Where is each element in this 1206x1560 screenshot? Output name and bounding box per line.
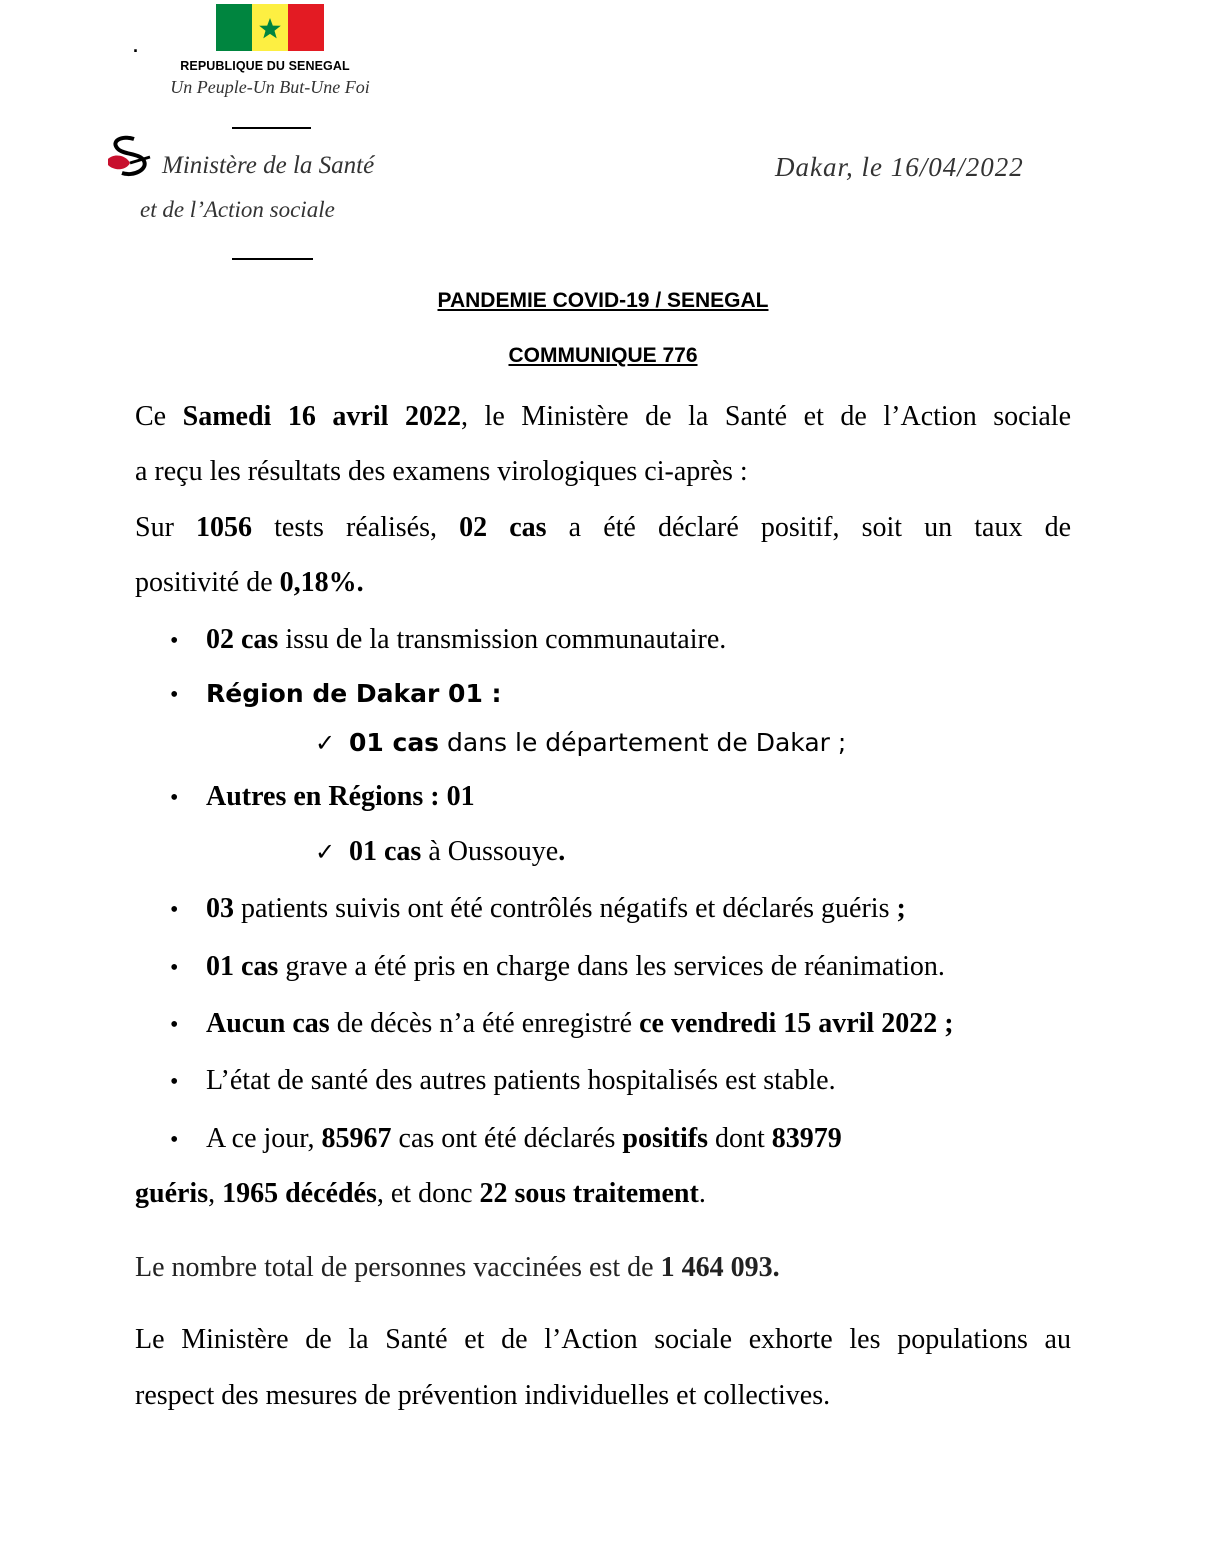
bullet-icon: • xyxy=(170,628,179,654)
ministry-name-line1: Ministère de la Santé xyxy=(162,152,375,179)
communique-number: COMMUNIQUE 776 xyxy=(508,344,698,367)
list-item: • 02 cas issu de la transmission communautaire. xyxy=(170,620,726,661)
list-subitem: ✓ 01 cas dans le département de Dakar ; xyxy=(315,723,846,764)
list-item: • Autres en Régions : 01 xyxy=(170,777,475,818)
bullet-icon: • xyxy=(170,1069,179,1095)
checkmark-icon: ✓ xyxy=(315,840,336,866)
bullet-icon: • xyxy=(170,1012,179,1038)
header-divider xyxy=(232,258,313,260)
bullet-icon: • xyxy=(170,955,179,981)
list-item: • 01 cas grave a été pris en charge dans les services de réanimation. xyxy=(170,947,945,988)
header-divider xyxy=(232,127,311,129)
document-title: PANDEMIE COVID-19 / SENEGAL xyxy=(437,289,769,312)
national-motto: Un Peuple-Un But-Une Foi xyxy=(170,77,370,97)
bullet-icon: • xyxy=(170,682,179,708)
list-item: • 03 patients suivis ont été contrôlés négatifs et déclarés guéris ; xyxy=(170,889,906,930)
country-name: REPUBLIQUE DU SENEGAL xyxy=(180,59,350,73)
list-item: • A ce jour, 85967 cas ont été déclarés positifs dont 83979 xyxy=(170,1119,842,1160)
bullet-icon: • xyxy=(170,785,179,811)
ministry-logo-icon xyxy=(104,135,154,179)
list-item: • L’état de santé des autres patients hospitalisés est stable. xyxy=(170,1061,836,1102)
senegal-flag-icon xyxy=(216,4,324,51)
totals-line2: guéris, 1965 décédés, et donc 22 sous traitement. xyxy=(135,1178,706,1209)
tests-line1: Sur 1056 tests réalisés, 02 cas a été déclaré positif, soit un taux de xyxy=(135,512,1072,543)
vaccination-total: Le nombre total de personnes vaccinées est de 1 464 093. xyxy=(135,1252,780,1283)
list-item: • Région de Dakar 01 : xyxy=(170,674,502,715)
checkmark-icon: ✓ xyxy=(315,731,336,757)
list-item: • Aucun cas de décès n’a été enregistré ce vendredi 15 avril 2022 ; xyxy=(170,1004,954,1045)
bullet-icon: • xyxy=(170,897,179,923)
place-date: Dakar, le 16/04/2022 xyxy=(775,152,1024,182)
list-subitem: ✓ 01 cas à Oussouye. xyxy=(315,832,565,873)
intro-line2: a reçu les résultats des examens virologiques ci-après : xyxy=(135,456,748,487)
closing-line2: respect des mesures de prévention individuelles et collectives. xyxy=(135,1380,831,1411)
tests-line2: positivité de 0,18%. xyxy=(135,567,364,598)
closing-line1: Le Ministère de la Santé et de l’Action sociale exhorte les populations au xyxy=(135,1324,1071,1355)
intro-line1: Ce Samedi 16 avril 2022, le Ministère de la Santé et de l’Action sociale xyxy=(135,401,1071,432)
ministry-name-line2: et de l’Action sociale xyxy=(140,197,335,222)
bullet-icon: • xyxy=(170,1127,179,1153)
header-dot: . xyxy=(133,36,139,56)
